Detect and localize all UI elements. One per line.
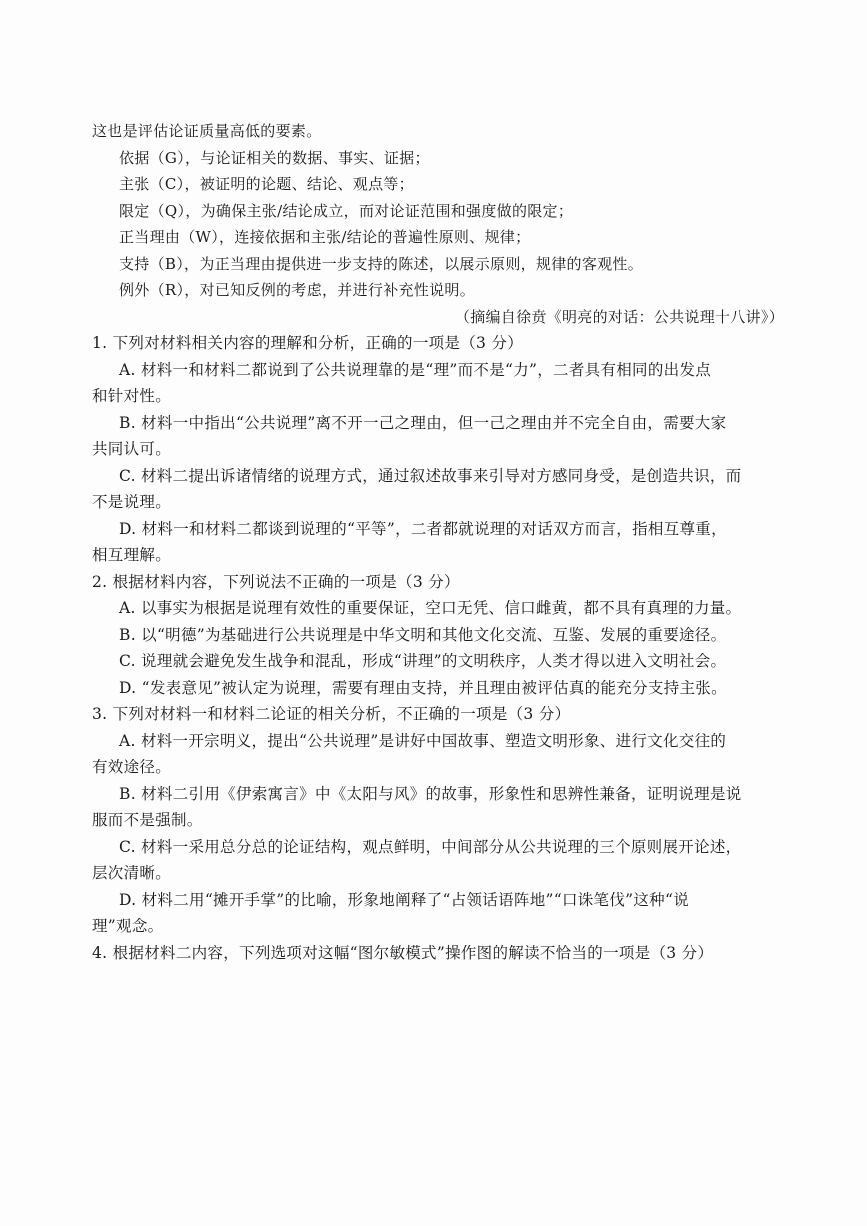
option-b-line2: 服而不是强制。 bbox=[92, 811, 203, 829]
option-a-line2: 和针对性。 bbox=[92, 387, 172, 405]
option-d-line1: D. 材料一和材料二都谈到说理的“平等”，二者都就说理的对话双方而言，指相互尊重， bbox=[119, 519, 727, 538]
page-content bbox=[92, 118, 784, 966]
question-2 bbox=[92, 569, 784, 702]
intro-lead: 这也是评估论证质量高低的要素。 bbox=[92, 122, 322, 140]
option-d-line2: 理”观念。 bbox=[92, 917, 164, 935]
toulmin-intro bbox=[92, 118, 784, 330]
source-citation: （摘编自徐贲《明亮的对话：公共说理十八讲》） bbox=[454, 307, 784, 326]
element-qualifier: 限定（Q），为确保主张/结论成立，而对论证范围和强度做的限定； bbox=[119, 201, 574, 220]
option-b-line2: 共同认可。 bbox=[92, 440, 172, 458]
option-b-line1: B. 材料二引用《伊索寓言》中《太阳与风》的故事，形象性和思辨性兼备，证明说理是说 bbox=[119, 784, 742, 803]
option-c: C. 说理就会避免发生战争和混乱，形成“讲理”的文明秩序，人类才得以进入文明社会。 bbox=[119, 652, 727, 670]
option-d: D. “发表意见”被认定为说理，需要有理由支持，并且理由被评估真的能充分支持主张。 bbox=[119, 678, 727, 697]
question-title: 3. 下列对材料一和材料二论证的相关分析，不正确的一项是（3 分） bbox=[92, 705, 571, 723]
element-warrant: 正当理由（W），连接依据和主张/结论的普遍性原则、规律； bbox=[119, 228, 531, 246]
element-claim: 主张（C），被证明的论题、结论、观点等； bbox=[119, 175, 414, 193]
option-d-line1: D. 材料二用“摊开手掌”的比喻，形象地阐释了“占领话语阵地”“口诛笔伐”这种“说 bbox=[119, 890, 689, 909]
question-title: 1. 下列对材料相关内容的理解和分析，正确的一项是（3 分） bbox=[92, 334, 524, 352]
option-a-line1: A. 材料一和材料二都说到了公共说理靠的是“理”而不是“力”，二者具有相同的出发点 bbox=[119, 360, 712, 379]
option-c-line1: C. 材料二提出诉诸情绪的说理方式，通过叙述故事来引导对方感同身受，是创造共识，而 bbox=[119, 466, 742, 485]
element-grounds: 依据（G），与论证相关的数据、事实、证据； bbox=[119, 148, 430, 167]
element-rebuttal: 例外（R），对已知反例的考虑，并进行补充性说明。 bbox=[119, 281, 475, 299]
option-b-line1: B. 材料一中指出“公共说理”离不开一己之理由，但一己之理由并不完全自由，需要大家 bbox=[119, 413, 727, 432]
option-a-line2: 有效途径。 bbox=[92, 758, 172, 776]
option-a-line1: A. 材料一开宗明义，提出“公共说理”是讲好中国故事、塑造文明形象、进行文化交往的 bbox=[119, 731, 727, 750]
option-c-line1: C. 材料一采用总分总的论证结构，观点鲜明，中间部分从公共说理的三个原则展开论述， bbox=[119, 837, 742, 856]
option-d-line2: 相互理解。 bbox=[92, 546, 172, 564]
element-backing: 支持（B），为正当理由提供进一步支持的陈述，以展示原则，规律的客观性。 bbox=[119, 254, 644, 273]
option-a: A. 以事实为根据是说理有效性的重要保证，空口无凭、信口雌黄，都不具有真理的力量。 bbox=[119, 599, 742, 617]
question-title: 2. 根据材料内容，下列说法不正确的一项是（3 分） bbox=[92, 572, 460, 591]
question-4 bbox=[92, 940, 784, 967]
option-c-line2: 不是说理。 bbox=[92, 493, 172, 511]
question-3 bbox=[92, 701, 784, 940]
question-title: 4. 根据材料二内容，下列选项对这幅“图尔敏模式”操作图的解读不恰当的一项是（3 分） bbox=[92, 943, 714, 962]
option-b: B. 以“明德”为基础进行公共说理是中华文明和其他文化交流、互鉴、发展的重要途径。 bbox=[119, 625, 727, 644]
option-c-line2: 层次清晰。 bbox=[92, 864, 172, 882]
question-1 bbox=[92, 330, 784, 569]
